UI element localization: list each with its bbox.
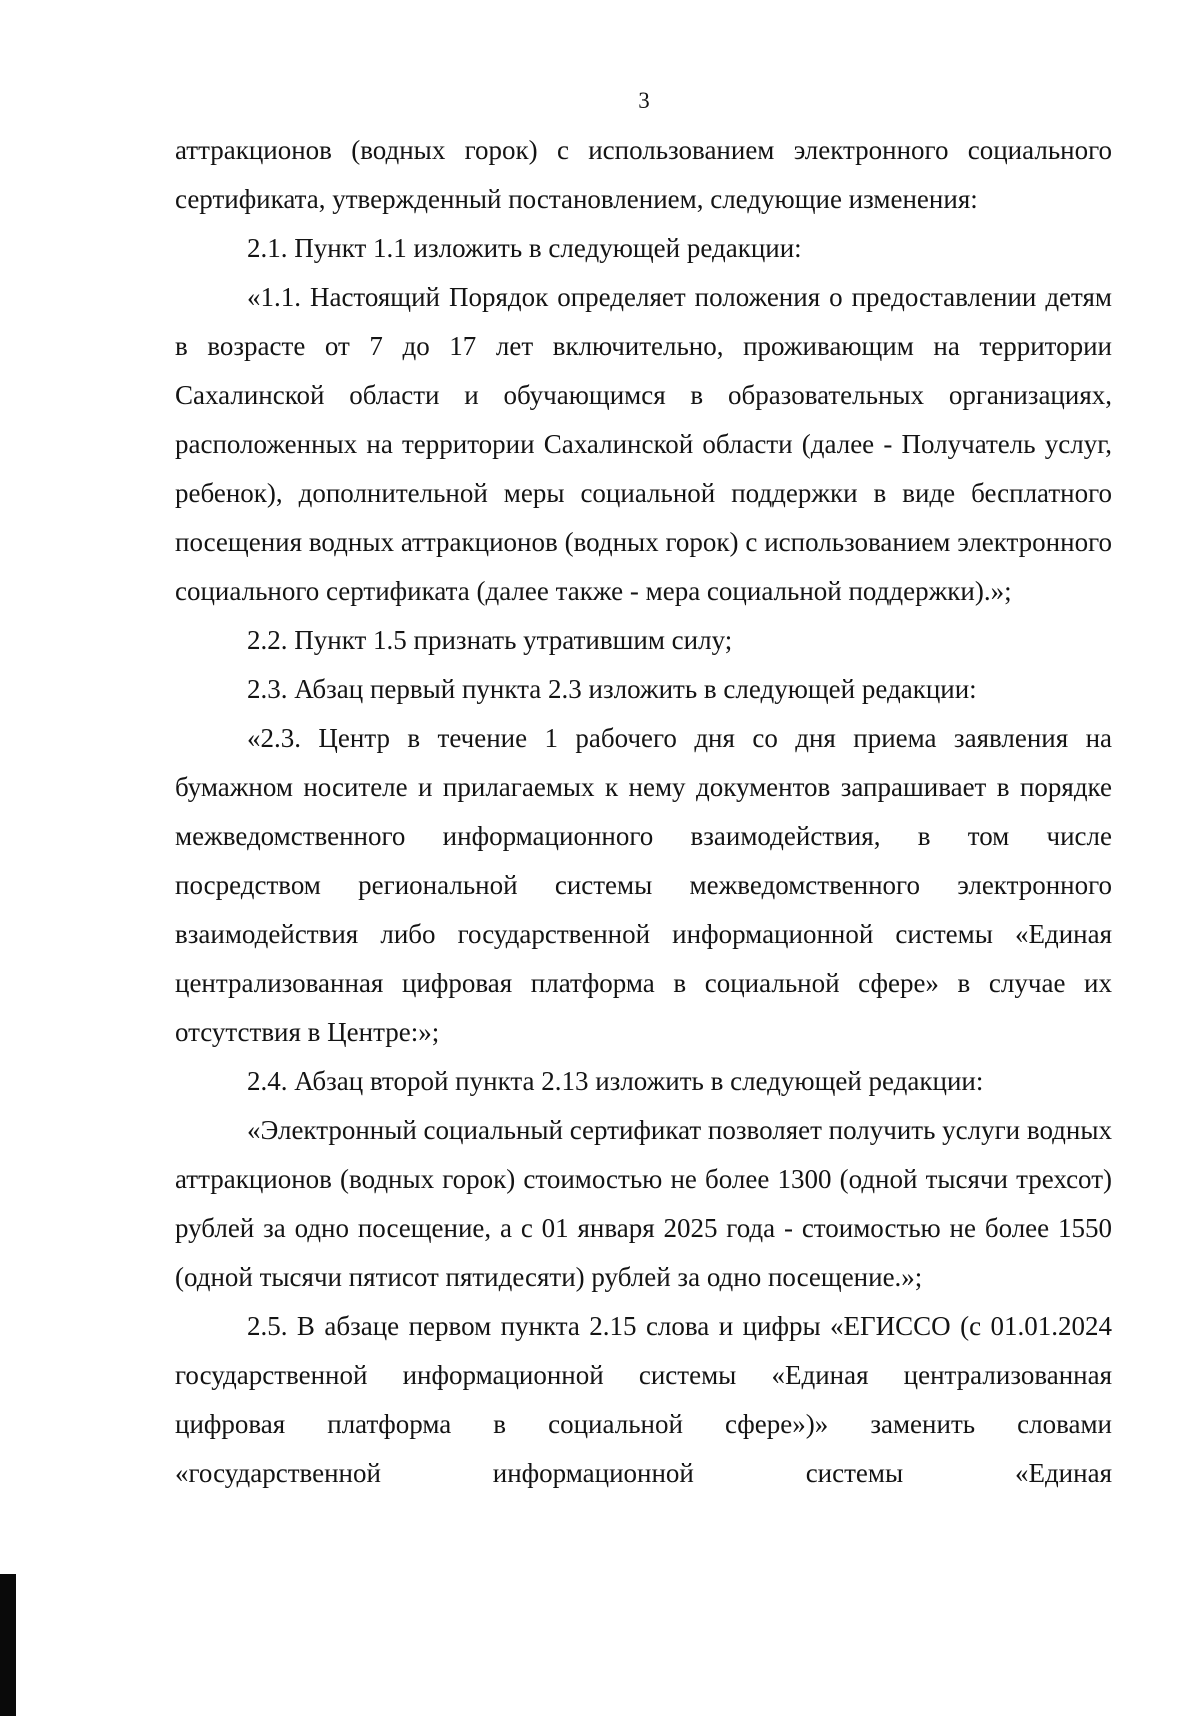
paragraph-item-2-1: 2.1. Пункт 1.1 изложить в следующей редакции: (247, 233, 802, 263)
page-number: 3 (638, 88, 650, 113)
paragraph-item-2-4: 2.4. Абзац второй пункта 2.13 изложить в следующей редакции: (247, 1066, 984, 1096)
paragraph-item-2-2: 2.2. Пункт 1.5 признать утратившим силу; (247, 625, 733, 655)
paragraph-item-2-3: 2.3. Абзац первый пункта 2.3 изложить в следующей редакции: (247, 674, 977, 704)
paragraph-quote-1-1: «1.1. Настоящий Порядок определяет положения о предоставлении детям в возрасте от 7 до 17 лет включительно, проживающим на территории Сахалинской области и обучающимся в образовательных организациях, расположенных на территории Сахалинской области (далее - Получатель услуг, ребенок), дополнительной меры социальной поддержки в виде бесплатного посещения водных аттракционов (водных горок) с использованием электронного социального сертификата (далее также - мера социальной поддержки).»; (175, 282, 1112, 606)
paragraph-quote-certificate: «Электронный социальный сертификат позволяет получить услуги водных аттракционов (водных горок) стоимостью не более 1300 (одной тысячи трехсот) рублей за одно посещение, а с 01 января 2025 года - стоимостью не более 1550 (одной тысячи пятисот пятидесяти) рублей за одно посещение.»; (175, 1115, 1112, 1292)
paragraph-intro-continuation: аттракционов (водных горок) с использованием электронного социального сертификата, утвержденный постановлением, следующие изменения: (175, 135, 1112, 214)
scan-margin-bar (0, 1574, 16, 1716)
paragraph-quote-2-3: «2.3. Центр в течение 1 рабочего дня со дня приема заявления на бумажном носителе и прилагаемых к нему документов запрашивает в порядке межведомственного информационного взаимодействия, в том числе посредством региональной системы межведомственного электронного взаимодействия либо государственной информационной системы «Единая централизованная цифровая платформа в социальной сфере» в случае их отсутствия в Центре:»; (175, 723, 1112, 1047)
paragraph-item-2-5: 2.5. В абзаце первом пункта 2.15 слова и цифры «ЕГИССО (с 01.01.2024 государственной информационной системы «Единая централизованная цифровая платформа в социальной сфере»)» заменить словами «государственной информационной системы «Единая (175, 1311, 1112, 1488)
document-body (175, 126, 1112, 1498)
